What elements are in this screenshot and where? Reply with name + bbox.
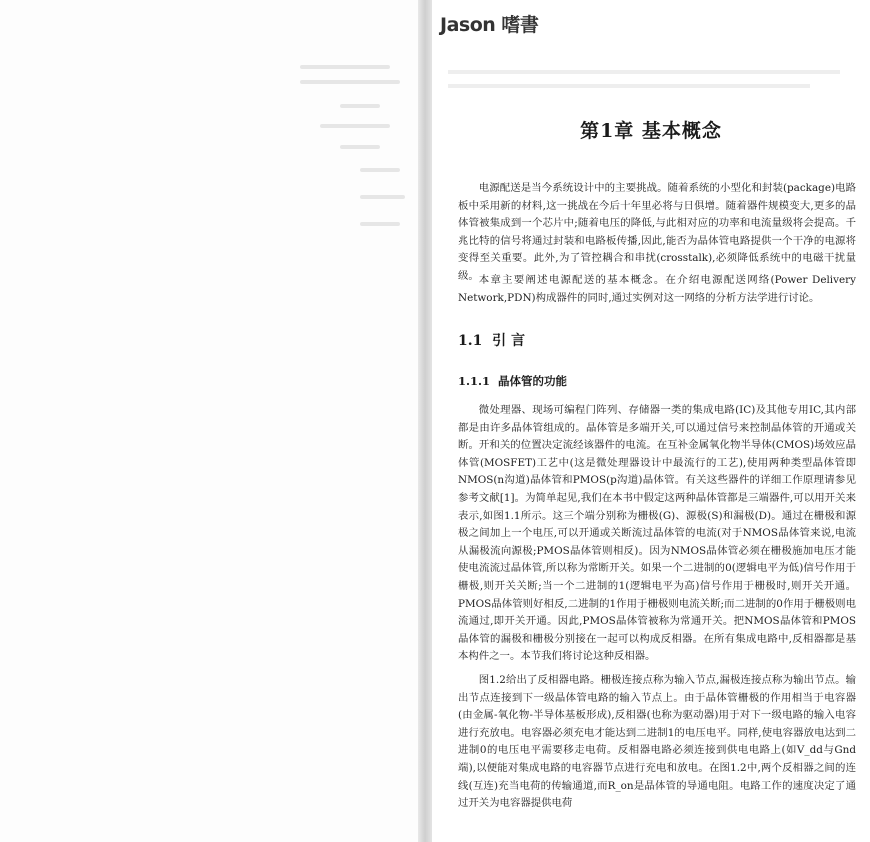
subsection-heading (458, 373, 567, 389)
section-heading (458, 330, 525, 350)
body-paragraph-2: 图1.2给出了反相器电路。栅极连接点称为输入节点,漏极连接点称为输出节点。输出节点连接到下一级晶体管电路的输入节点上。由于晶体管栅极的作用相当于电容器(由金属-氧化物-半导体基板形成),反相器(也称为驱动器)用于对下一级电路的输入电容进行充放电。电容器必须充电才能达到二进制1的电压电平。同样,使电容器放电达到二进制0的电压电平需要移走电荷。反相器电路必须连接到供电电路上(如V_dd与Gnd端),以便能对集成电路的电容器节点进行充电和放电。在图1.2中,两个反相器之间的连线(互连)充当电荷的传输通道,而R_on是晶体管的导通电阻。电路工作的速度决定了通过开关为电容器提供电荷 (458, 674, 856, 810)
bleed-line (300, 65, 390, 69)
scanner-watermark: Jason 嗜書 (440, 14, 539, 36)
bleed-line (300, 80, 400, 84)
bleed-line (360, 168, 400, 172)
left-page-blank-bleedthrough (0, 0, 418, 842)
bleed-line (448, 70, 840, 74)
bleed-line (360, 195, 405, 199)
bleed-line (360, 222, 400, 226)
subsection-title: 晶体管的功能 (498, 374, 568, 388)
section-title: 引 言 (492, 333, 525, 349)
section-number: 1.1 (458, 333, 483, 349)
book-gutter (418, 0, 432, 842)
intro-paragraph-1: 电源配送是当今系统设计中的主要挑战。随着系统的小型化和封装(package)电路板中采用新的材料,这一挑战在今后十年里必将与日俱增。随着器件规模变大,更多的晶体管被集成到一个芯片中;随着电压的降低,与此相对应的功率和电流量级将会提高。千兆比特的信号将通过封装和电路板传播,因此,能否为晶体管电路提供一个干净的电源将变得至关重要。此外,为了管控耦合和串扰(crosstalk),必须降低系统中的电磁干扰量级。 (458, 182, 856, 282)
bleed-line (340, 145, 380, 149)
bleed-line (340, 104, 380, 108)
intro-paragraph-2: 本章主要阐述电源配送的基本概念。在介绍电源配送网络(Power Delivery Network,PDN)构成器件的同时,通过实例对这一网络的分析方法学进行讨论。 (458, 274, 856, 304)
body-paragraph-1: 微处理器、现场可编程门阵列、存储器一类的集成电路(IC)及其他专用IC,其内部都是由许多晶体管组成的。晶体管是多端开关,可以通过信号来控制晶体管的开通或关断。开和关的位置决定流经该器件的电流。在互补金属氧化物半导体(CMOS)场效应晶体管(MOSFET)工艺中(这是微处理器设计中最流行的工艺),使用两种类型晶体管即NMOS(n沟道)晶体管和PMOS(p沟道)晶体管。有关这些器件的详细工作原理请参见参考文献[1]。为简单起见,我们在本书中假定这两种晶体管都是三端器件,可以用开关来表示,如图1.1所示。这三个端分别称为栅极(G)、源极(S)和漏极(D)。通过在栅极和源极之间加上一个电压,可以开通或关断流过晶体管的电流(对于NMOS晶体管来说,电流从漏极流向源极;PMOS晶体管则相反)。因为NMOS晶体管必须在栅极施加电压才能使电流流过晶体管,所以称为常断开关。如果一个二进制的0(逻辑电平为低)信号作用于栅极,则开关关断;当一个二进制的1(逻辑电平为高)信号作用于栅极时,则开关开通。PMOS晶体管则好相反,二进制的1作用于栅极则电流关断;而二进制的0作用于栅极则电流通过,即开关开通。因此,PMOS晶体管被称为常通开关。把NMOS晶体管和PMOS晶体管的漏极和栅极分别接在一起可以构成反相器。在所有集成电路中,反相器都是基本构件之一。本节我们将讨论这种反相器。 (458, 404, 856, 663)
subsection-number: 1.1.1 (458, 374, 491, 388)
bleed-line (448, 84, 810, 88)
bleed-line (320, 124, 390, 128)
chapter-title: 第1章 基本概念 (580, 120, 722, 142)
right-page (432, 0, 870, 842)
